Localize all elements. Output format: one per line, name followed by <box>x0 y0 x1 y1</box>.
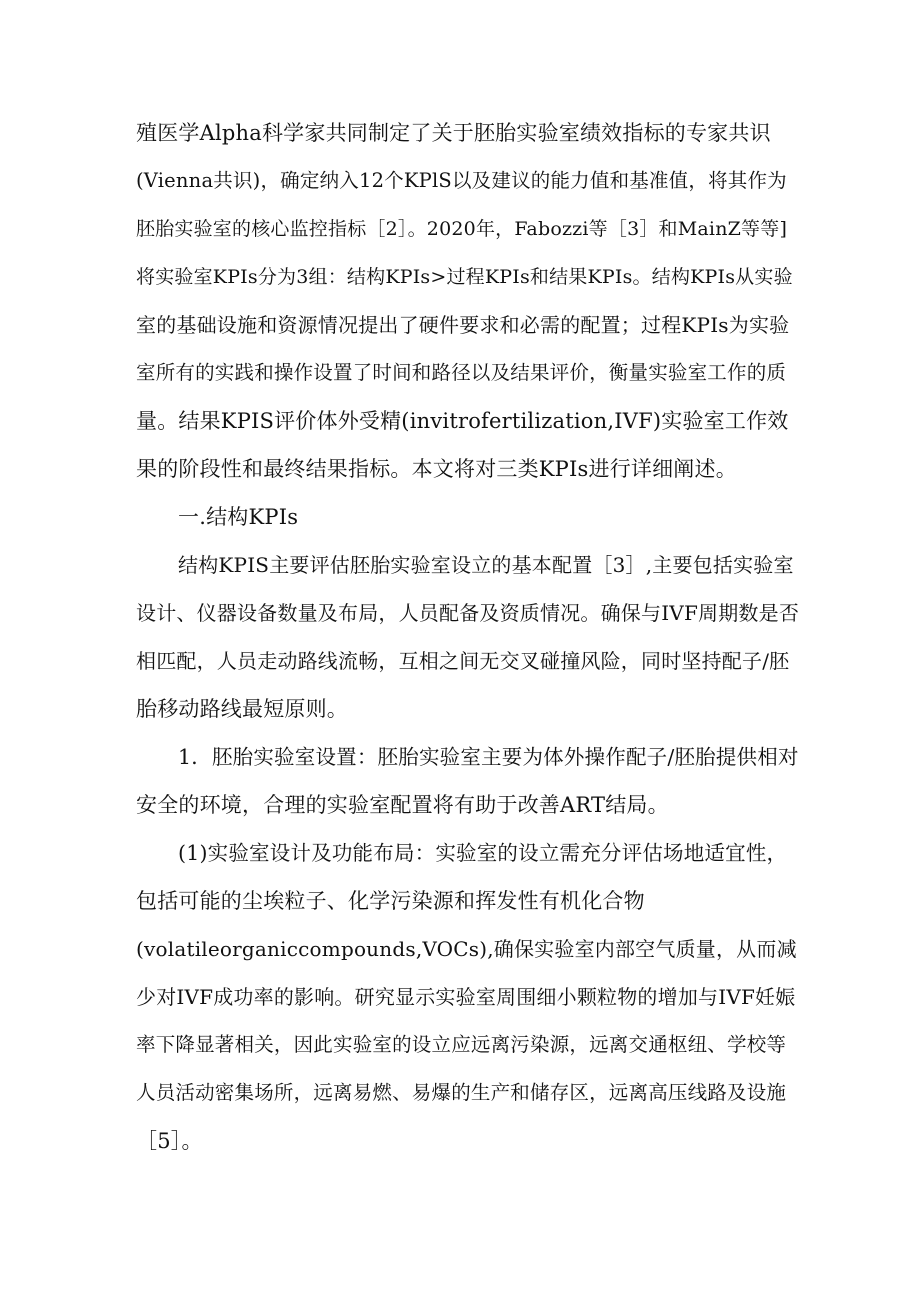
text-line: 室的基础设施和资源情况提出了硬件要求和必需的配置；过程KPIs为实验 <box>136 313 790 337</box>
text-line: 胚胎实验室的核心监控指标［2］。2020年，Fabozzi等［3］和MainZ等等] <box>136 218 788 240</box>
text-line: 殖医学Alpha科学家共同制定了关于胚胎实验室绩效指标的专家共识 <box>136 121 771 145</box>
text-line: ［5］。 <box>136 1129 203 1153</box>
text-line: 率下降显著相关，因此实验室的设立应远离污染源，远离交通枢纽、学校等 <box>136 1033 787 1056</box>
text-line: 设计、仪器设备数量及布局，人员配备及资质情况。确保与IVF周期数是否 <box>136 601 800 625</box>
text-line: 少对IVF成功率的影响。研究显示实验室周围细小颗粒物的增加与IVF妊娠 <box>136 985 796 1009</box>
text-line: (1)实验室设计及功能布局：实验室的设立需充分评估场地适宜性， <box>178 841 788 865</box>
text-line: 室所有的实践和操作设置了时间和路径以及结果评价，衡量实验室工作的质 <box>136 361 787 384</box>
text-line: 包括可能的尘埃粒子、化学污染源和挥发性有机化合物 <box>136 889 645 913</box>
text-line: (volatileorganiccompounds,VOCs),确保实验室内部空气质量，从而减 <box>136 937 797 961</box>
text-line: 人员活动密集场所，远离易燃、易爆的生产和储存区，远离高压线路及设施 <box>136 1081 787 1104</box>
text-line: 量。结果KPIS评价体外受精(invitrofertilization,IVF)实验室工作效 <box>136 409 789 433</box>
text-line: 将实验室KPIs分为3组：结构KPIs>过程KPIs和结果KPIs。结构KPIs从实验 <box>136 266 793 288</box>
text-line: 相匹配，人员走动路线流畅，互相之间无交叉碰撞风险，同时坚持配子/胚 <box>136 649 790 673</box>
text-line: (Vienna共识)，确定纳入12个KPlS以及建议的能力值和基准值，将其作为 <box>136 169 787 192</box>
text-line: 安全的环境，合理的实验室配置将有助于改善ART结局。 <box>136 793 669 817</box>
text-line: 果的阶段性和最终结果指标。本文将对三类KPIs进行详细阐述。 <box>136 457 737 481</box>
text-line: 结构KPIS主要评估胚胎实验室设立的基本配置［3］,主要包括实验室 <box>178 553 794 577</box>
text-line: 胎移动路线最短原则。 <box>136 697 348 721</box>
section-heading: 一.结构KPIs <box>178 505 299 529</box>
text-line: 1．胚胎实验室设置：胚胎实验室主要为体外操作配子/胚胎提供相对 <box>178 745 799 769</box>
